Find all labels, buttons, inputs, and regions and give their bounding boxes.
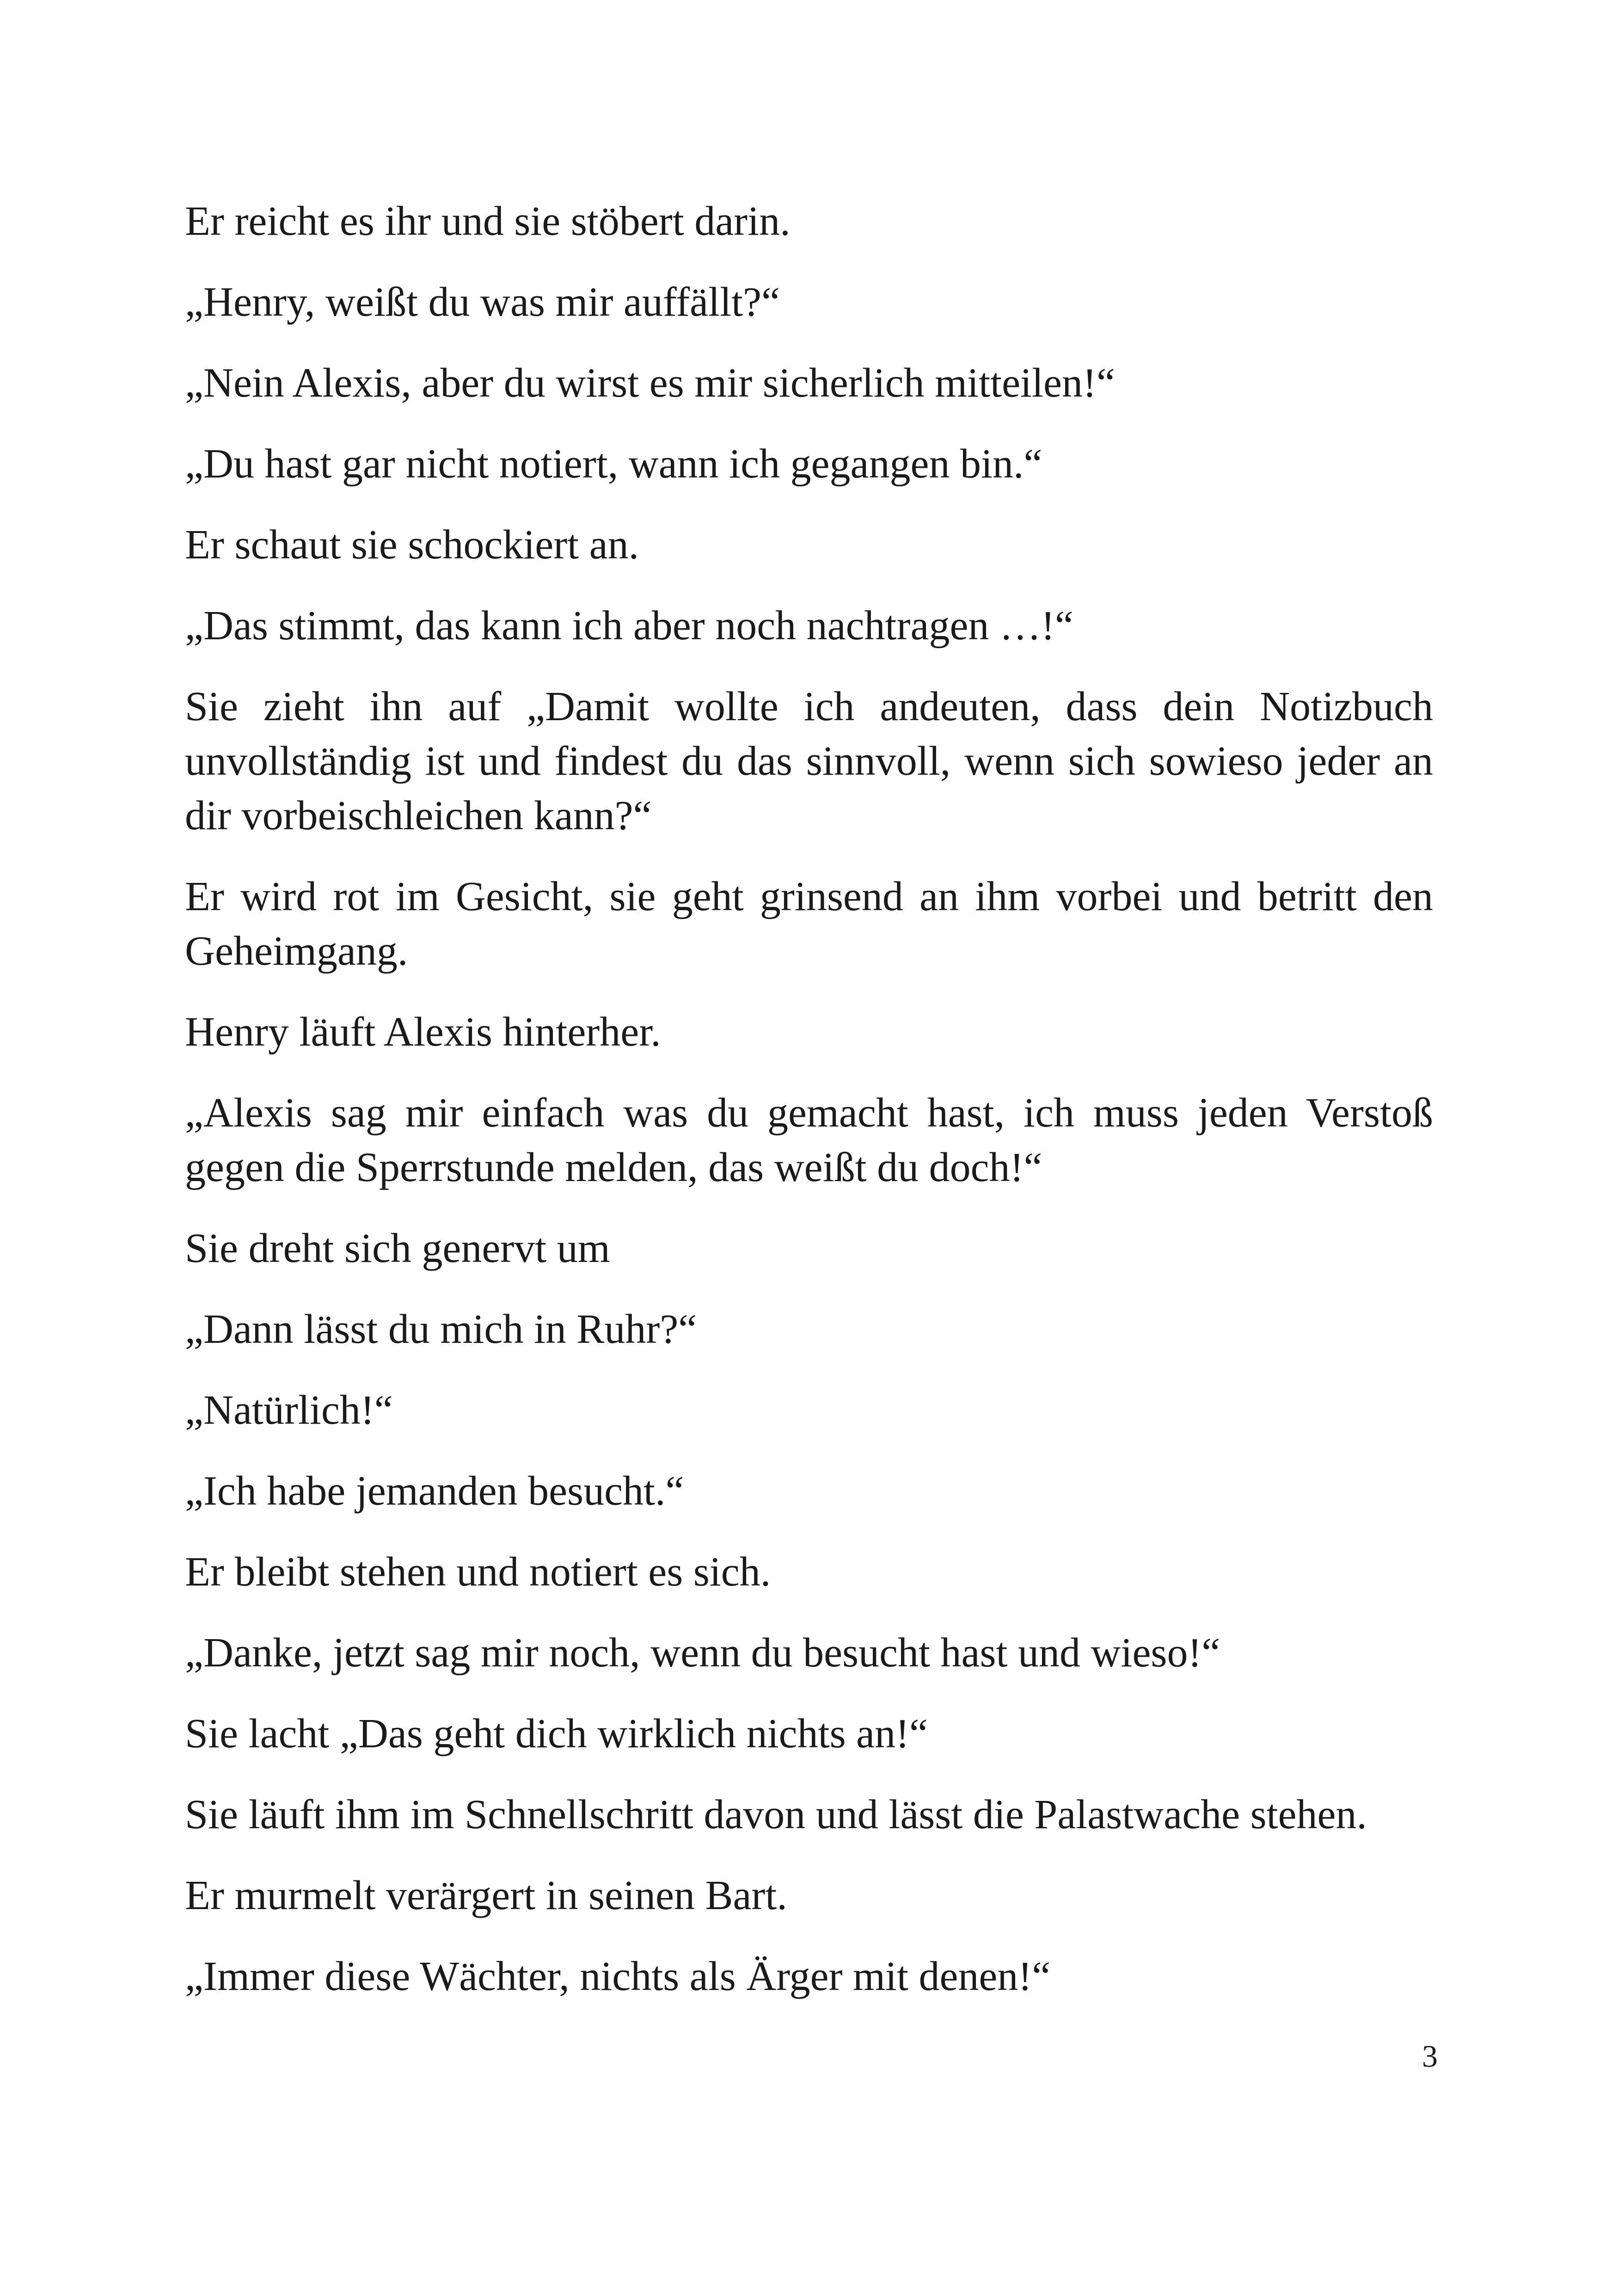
paragraph: Sie läuft ihm im Schnellschritt davon und lässt die Palastwache stehen. xyxy=(185,1792,1367,1837)
paragraph: Er wird rot im Gesicht, sie geht grinsend an ihm vorbei und betritt den Geheimgang. xyxy=(185,874,1433,974)
paragraph: Er reicht es ihr und sie stöbert darin. xyxy=(185,198,791,244)
paragraph: „Danke, jetzt sag mir noch, wenn du besucht hast und wieso!“ xyxy=(185,1630,1220,1676)
paragraph: Sie zieht ihn auf „Damit wollte ich andeuten, dass dein Notizbuch unvollständig ist und findest du das sinnvoll, wenn sich sowieso jeder an dir vorbeischleichen kann?“ xyxy=(185,684,1433,839)
page-text xyxy=(185,194,1433,2004)
paragraph: „Du hast gar nicht notiert, wann ich gegangen bin.“ xyxy=(185,441,1042,487)
paragraph: Er schaut sie schockiert an. xyxy=(185,522,639,568)
paragraph: Henry läuft Alexis hinterher. xyxy=(185,1009,661,1055)
paragraph: „Das stimmt, das kann ich aber noch nachtragen …!“ xyxy=(185,603,1073,649)
paragraph: Er murmelt verärgert in seinen Bart. xyxy=(185,1873,787,1918)
paragraph: „Ich habe jemanden besucht.“ xyxy=(185,1468,684,1514)
paragraph: Sie lacht „Das geht dich wirklich nichts an!“ xyxy=(185,1711,928,1757)
paragraph: „Dann lässt du mich in Ruhr?“ xyxy=(185,1306,697,1352)
paragraph: „Natürlich!“ xyxy=(185,1387,393,1433)
paragraph: „Immer diese Wächter, nichts als Ärger mit denen!“ xyxy=(185,1953,1051,1999)
page-number: 3 xyxy=(1422,2039,1438,2074)
paragraph: Sie dreht sich genervt um xyxy=(185,1225,610,1271)
paragraph: „Alexis sag mir einfach was du gemacht hast, ich muss jeden Verstoß gegen die Sperrstunde melden, das weißt du doch!“ xyxy=(185,1090,1433,1190)
paragraph: Er bleibt stehen und notiert es sich. xyxy=(185,1549,771,1595)
paragraph: „Nein Alexis, aber du wirst es mir sicherlich mitteilen!“ xyxy=(185,360,1115,406)
paragraph: „Henry, weißt du was mir auffällt?“ xyxy=(185,279,780,325)
